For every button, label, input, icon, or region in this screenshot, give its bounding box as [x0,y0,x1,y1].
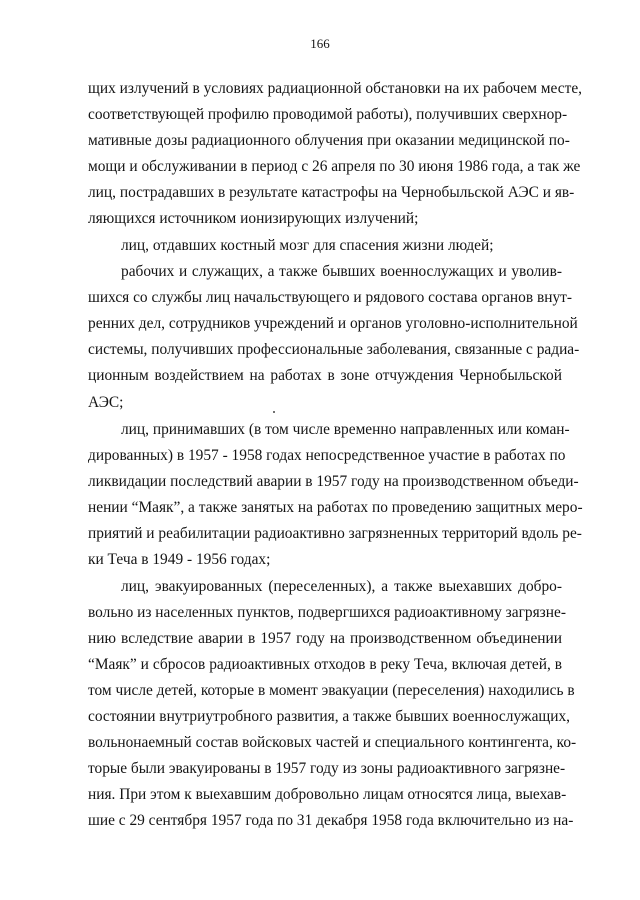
text-line: ренних дел, сотрудников учреждений и органов уголовно-исполнительной [88,315,578,332]
text-line: ликвидации последствий аварии в 1957 году на производственном объеди- [88,473,579,490]
text-line: ки Теча в 1949 - 1956 годах; [88,551,271,568]
text-line: соответствующей профилю проводимой работы), получивших сверхнор- [88,106,568,123]
text-line: “Маяк” и сбросов радиоактивных отходов в реку Теча, включая детей, в [88,656,562,673]
text-line: нию вследствие аварии в 1957 году на производственном объединении [88,630,562,647]
text-line: вольнонаемный состав войсковых частей и специального контингента, ко- [88,734,577,751]
text-line: лиц, отдавших костный мозг для спасения жизни людей; [121,237,494,254]
text-line: торые были эвакуированы в 1957 году из зоны радиоактивного загрязне- [88,760,566,777]
text-line: мощи и обслуживании в период с 26 апреля по 30 июня 1986 года, а так же [88,158,581,175]
text-line: нении “Маяк”, а также занятых на работах по проведению защитных меро- [88,499,583,516]
text-line: шихся со службы лиц начальствующего и рядового состава органов внут- [88,289,572,306]
scan-speck [273,411,275,413]
text-line: вольно из населенных пунктов, подвергшихся радиоактивному загрязне- [88,604,566,621]
text-line: лиц, пострадавших в результате катастрофы на Чернобыльской АЭС и яв- [88,184,575,201]
text-line: приятий и реабилитации радиоактивно загрязненных территорий вдоль ре- [88,525,582,542]
text-line: щих излучений в условиях радиационной обстановки на их рабочем месте, [88,80,582,97]
text-line: рабочих и служащих, а также бывших военнослужащих и уволив- [121,263,562,280]
text-line: шие с 29 сентября 1957 года по 31 декабря 1958 года включительно из на- [88,812,574,829]
text-line: АЭС; [88,394,124,411]
text-line: ния. При этом к выехавшим добровольно лицам относятся лица, выехав- [88,786,567,803]
text-line: мативные дозы радиационного облучения при оказании медицинской по- [88,132,570,149]
text-line: лиц, эвакуированных (переселенных), а также выехавших добро- [121,578,562,595]
text-line: дированных) в 1957 - 1958 годах непосредственное участие в работах по [88,447,566,464]
text-line: лиц, принимавших (в том числе временно направленных или коман- [121,421,570,438]
page-number: 166 [310,36,330,51]
text-line: состоянии внутриутробного развития, а также бывших военнослужащих, [88,708,571,725]
text-line: том числе детей, которые в момент эвакуации (переселения) находились в [88,682,575,699]
text-line: системы, получивших профессиональные заболевания, связанные с радиа- [88,341,580,358]
text-line: ционным воздействием на работах в зоне отчуждения Чернобыльской [88,367,562,384]
text-line: ляющихся источником ионизирующих излучений; [88,210,419,227]
